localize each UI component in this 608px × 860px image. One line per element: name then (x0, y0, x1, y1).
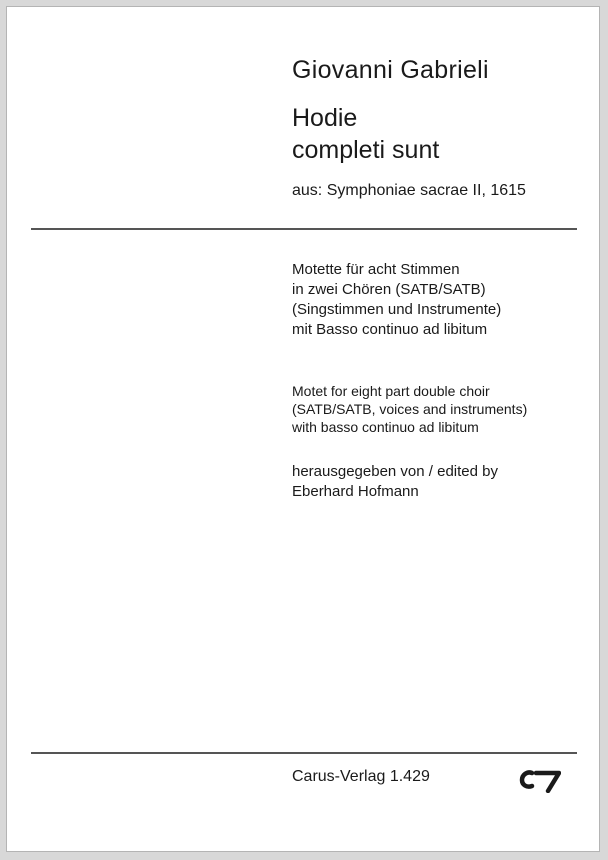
composer-name: Giovanni Gabrieli (292, 56, 489, 84)
work-title-line-1: Hodie (292, 104, 358, 132)
description-german-line: (Singstimmen und Instrumente) (292, 301, 502, 318)
description-english-line: with basso continuo ad libitum (292, 419, 479, 435)
score-cover (6, 6, 600, 852)
description-german (292, 260, 501, 340)
publisher-catalog-number: Carus-Verlag 1.429 (292, 768, 430, 785)
bottom-divider (31, 752, 577, 754)
editor-label: herausgegeben von / edited by (292, 463, 498, 480)
source-collection: aus: Symphoniae sacrae II, 1615 (292, 182, 526, 199)
description-german-line: in zwei Chören (SATB/SATB) (292, 281, 486, 298)
description-english-line: Motet for eight part double choir (292, 383, 490, 399)
top-divider (31, 228, 577, 230)
description-german-line: mit Basso continuo ad libitum (292, 321, 488, 338)
description-english (292, 382, 527, 436)
carus-logo-icon (519, 767, 561, 793)
editor-credit (292, 462, 498, 502)
description-english-line: (SATB/SATB, voices and instruments) (292, 401, 528, 417)
description-german-line: Motette für acht Stimmen (292, 261, 460, 278)
work-title-line-2: completi sunt (292, 136, 440, 164)
editor-name: Eberhard Hofmann (292, 483, 419, 500)
